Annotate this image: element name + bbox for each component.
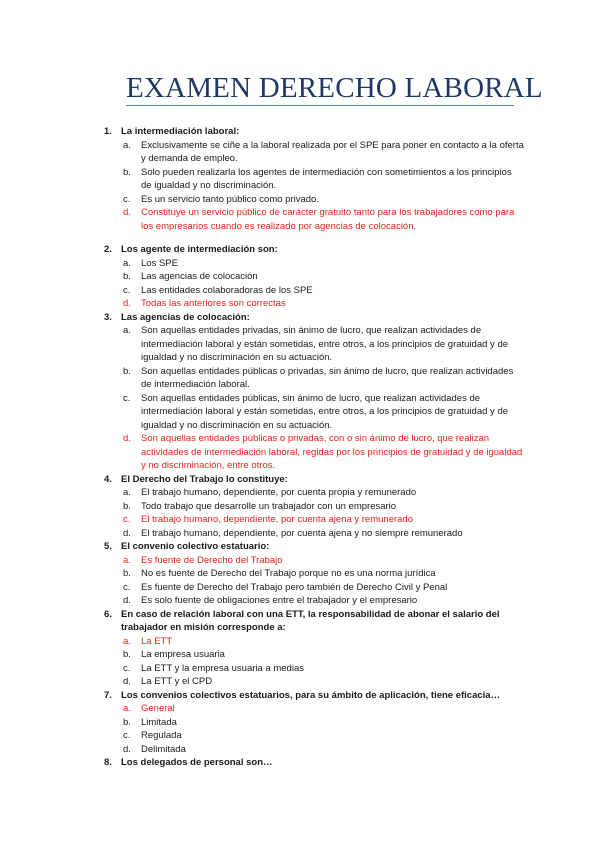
option-item — [104, 662, 524, 676]
option-letter: a. — [123, 554, 131, 566]
option-item-correct — [104, 702, 524, 716]
option-letter: b. — [123, 568, 131, 579]
option-text: Solo pueden realizarla los agentes de intermediación con sometimientos a los principios de igualdad y no discriminación. — [141, 166, 512, 191]
option-letter: c. — [123, 514, 131, 525]
page-title: EXAMEN DERECHO LABORAL — [126, 72, 543, 104]
option-list — [104, 635, 524, 689]
option-item — [104, 729, 524, 743]
option-text: La ETT y la empresa usuaria a medias — [141, 662, 304, 674]
option-letter: c. — [123, 730, 131, 741]
option-letter: d. — [123, 676, 131, 687]
option-letter: c. — [123, 193, 131, 205]
option-letter: b. — [123, 365, 131, 377]
question-text: Los convenios colectivos estatuarios, para su ámbito de aplicación, tiene eficacia… — [121, 689, 501, 701]
option-text: Las entidades colaboradoras de los SPE — [141, 284, 313, 296]
option-item-correct — [104, 554, 524, 568]
option-item-correct — [104, 432, 524, 473]
option-item — [104, 594, 524, 608]
option-item — [104, 193, 524, 207]
question-number: 8. — [104, 757, 112, 768]
option-item — [104, 486, 524, 500]
question-text: El Derecho del Trabajo lo constituye: — [121, 473, 288, 485]
option-text: Son aquellas entidades públicas o privadas, con o sin ánimo de lucro, que realizan actividades de intermediación laboral, regidas por los principios de gratuidad y de igualdad y no discriminación, entre otros. — [141, 433, 523, 471]
option-item — [104, 365, 524, 392]
question-number: 3. — [104, 311, 112, 323]
question-text: La intermediación laboral: — [121, 126, 240, 137]
option-item — [104, 139, 524, 166]
question-number: 7. — [104, 689, 112, 701]
option-letter: a. — [123, 325, 131, 336]
option-text: La ETT — [141, 635, 173, 647]
option-item-correct — [104, 635, 524, 649]
option-text: Es fuente de Derecho del Trabajo pero también de Derecho Civil y Penal — [141, 581, 448, 593]
option-letter: b. — [123, 716, 131, 728]
question-text: Los delegados de personal son… — [121, 757, 273, 768]
option-letter: c. — [123, 284, 131, 296]
question-8 — [104, 756, 524, 770]
option-text: Son aquellas entidades privadas, sin ánimo de lucro, que realizan actividades de intermediación laboral y están sometidas, entre otros, a los principios de gratuidad y de igualdad y no discriminación en su actuación. — [141, 325, 509, 363]
option-letter: d. — [123, 207, 131, 218]
option-text: Son aquellas entidades públicas o privadas, sin ánimo de lucro, que realizan actividades de intermediación laboral. — [141, 365, 514, 390]
option-letter: b. — [123, 166, 131, 178]
option-item — [104, 500, 524, 514]
question-number: 5. — [104, 541, 112, 552]
option-letter: b. — [123, 500, 131, 512]
option-text: General — [141, 703, 175, 714]
option-item — [104, 716, 524, 730]
option-letter: b. — [123, 271, 131, 282]
option-letter: a. — [123, 139, 131, 151]
question-3 — [104, 311, 524, 473]
option-item-correct — [104, 297, 524, 311]
option-text: Son aquellas entidades públicas, sin ánimo de lucro, que realizan actividades de intermediación laboral y están sometidas, entre otros, a los principios de gratuidad y de igualdad y no discriminación en su actuación. — [141, 392, 509, 431]
option-item — [104, 675, 524, 689]
option-list — [104, 324, 524, 473]
option-item — [104, 567, 524, 581]
option-item — [104, 743, 524, 757]
question-number: 1. — [104, 126, 112, 137]
option-letter: d. — [123, 527, 131, 539]
question-1 — [104, 125, 524, 233]
option-letter: d. — [123, 743, 131, 755]
option-text: Es solo fuente de obligaciones entre el trabajador y el empresario — [141, 595, 418, 606]
option-letter: c. — [123, 392, 131, 404]
option-item — [104, 581, 524, 595]
option-item — [104, 324, 524, 365]
option-item-correct — [104, 513, 524, 527]
option-text: Delimitada — [141, 743, 186, 755]
question-text: Las agencias de colocación: — [121, 311, 250, 323]
question-4 — [104, 473, 524, 541]
option-text: La empresa usuaria — [141, 649, 225, 660]
option-letter: b. — [123, 649, 131, 660]
question-5 — [104, 540, 524, 608]
option-text: Constituye un servicio público de carácter gratuito tanto para los trabajadores como para los empresarios cuando es realizado por agencias de colocación. — [141, 207, 515, 232]
option-list — [104, 486, 524, 540]
question-number: 6. — [104, 608, 112, 620]
option-item-correct — [104, 206, 524, 233]
option-item — [104, 527, 524, 541]
option-item — [104, 166, 524, 193]
title-underline — [126, 105, 514, 106]
option-list — [104, 702, 524, 756]
option-text: Regulada — [141, 730, 182, 741]
option-list — [104, 139, 524, 234]
option-letter: c. — [123, 662, 131, 674]
option-item — [104, 392, 524, 433]
option-letter: a. — [123, 703, 131, 714]
question-6 — [104, 608, 524, 689]
option-list — [104, 257, 524, 311]
question-text: Los agente de intermediación son: — [121, 244, 278, 255]
question-number: 4. — [104, 473, 112, 485]
question-text: En caso de relación laboral con una ETT, la responsabilidad de abonar el salario del trabajador en misión corresponde a: — [121, 608, 500, 633]
option-text: Todas las anteriores son correctas — [141, 298, 286, 309]
question-2 — [104, 243, 524, 311]
spacer — [104, 233, 524, 243]
option-text: Es fuente de Derecho del Trabajo — [141, 554, 283, 566]
option-text: El trabajo humano, dependiente, por cuenta ajena y remunerado — [141, 514, 413, 525]
option-letter: d. — [123, 595, 131, 606]
option-letter: a. — [123, 257, 131, 269]
option-text: El trabajo humano, dependiente, por cuenta propia y remunerado — [141, 487, 417, 498]
option-item — [104, 648, 524, 662]
option-text: El trabajo humano, dependiente, por cuenta ajena y no siempre remunerado — [141, 527, 463, 539]
option-letter: a. — [123, 635, 131, 647]
option-item — [104, 257, 524, 271]
option-letter: d. — [123, 298, 131, 309]
option-text: Todo trabajo que desarrolle un trabajador con un empresario — [141, 500, 397, 512]
option-list — [104, 554, 524, 608]
question-text: El convenio colectivo estatuario: — [121, 541, 270, 552]
question-number: 2. — [104, 244, 112, 255]
option-text: Los SPE — [141, 257, 178, 269]
option-item — [104, 284, 524, 298]
option-text: Es un servicio tanto público como privado. — [141, 193, 319, 205]
option-text: No es fuente de Derecho del Trabajo porque no es una norma jurídica — [141, 568, 436, 579]
option-text: Exclusivamente se ciñe a la laboral realizada por el SPE para poner en contacto a la oferta y demanda de empleo. — [141, 139, 524, 164]
option-letter: a. — [123, 487, 131, 498]
option-letter: d. — [123, 433, 131, 444]
question-7 — [104, 689, 524, 757]
option-letter: c. — [123, 581, 131, 593]
option-item — [104, 270, 524, 284]
option-text: Limitada — [141, 716, 177, 728]
option-text: La ETT y el CPD — [141, 676, 213, 687]
question-list — [104, 125, 524, 770]
option-text: Las agencias de colocación — [141, 271, 258, 282]
